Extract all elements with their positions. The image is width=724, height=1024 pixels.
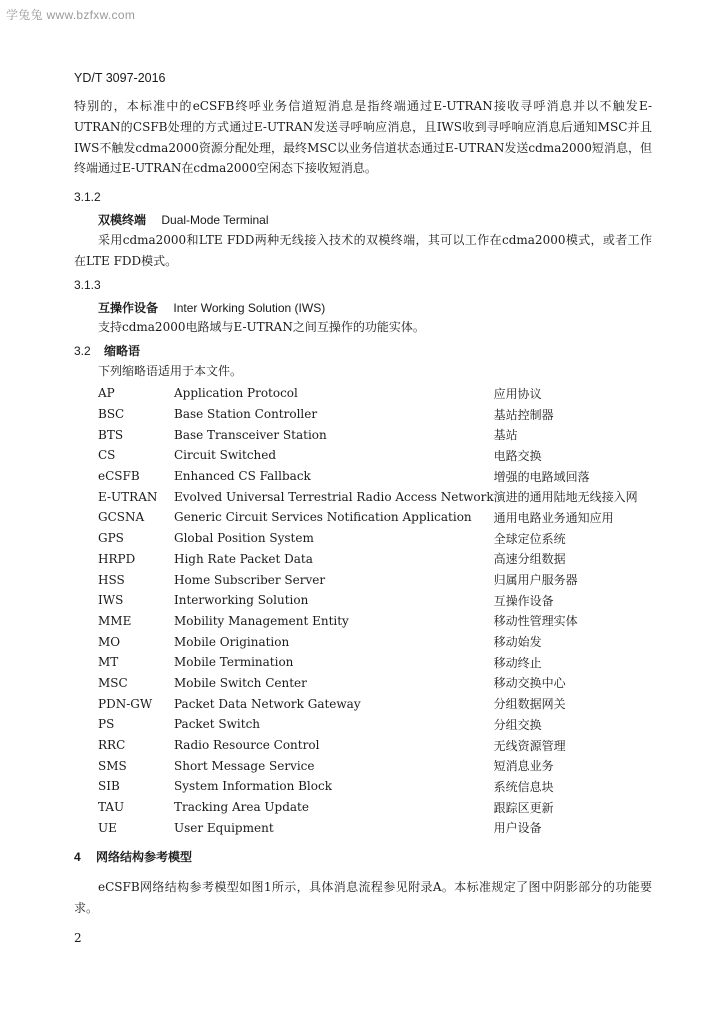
- abbreviations-table-body: [98, 383, 638, 838]
- abbreviation-term: IWS: [98, 593, 124, 608]
- page-number: 2: [74, 931, 82, 945]
- watermark: 学兔兔 www.bzfxw.com: [6, 8, 136, 22]
- intro-paragraph: 特别的，本标准中的eCSFB终呼业务信道短消息是指终端通过E-UTRAN接收寻呼消息并以不触发E-UTRAN的CSFB处理的方式通过E-UTRAN发送寻呼响应消息，且IWS收到寻呼响应消息后通知MSC并且IWS不触发cdma2000资源分配处理，最终MSC以业务信道状态通过E-UTRAN发送cdma2000短消息，但终端通过E-UTRAN在cdma2000空闲态下接收短消息。: [74, 99, 652, 176]
- abbreviation-row: [98, 404, 638, 425]
- abbreviation-english: Global Position System: [174, 531, 314, 546]
- abbreviation-row: [98, 424, 638, 445]
- abbreviation-term: RRC: [98, 738, 126, 753]
- abbreviation-chinese: 电路交换: [493, 448, 542, 463]
- abbreviation-english: System Information Block: [174, 779, 332, 794]
- abbreviation-row: [98, 817, 638, 838]
- section-number: 4: [74, 850, 81, 864]
- abbreviation-row: [98, 611, 638, 632]
- abbreviation-row: [98, 569, 638, 590]
- term-heading-dual-mode: [98, 211, 269, 228]
- abbreviation-english: High Rate Packet Data: [174, 551, 313, 566]
- abbreviation-row: [98, 797, 638, 818]
- abbreviation-row: [98, 445, 638, 466]
- abbreviation-chinese: 移动终止: [493, 655, 542, 670]
- abbreviation-term: PDN-GW: [98, 696, 153, 711]
- abbreviation-chinese: 增强的电路域回落: [493, 469, 590, 484]
- abbreviation-english: Packet Data Network Gateway: [174, 696, 361, 711]
- abbreviation-term: BTS: [98, 427, 124, 442]
- abbreviation-english: Radio Resource Control: [174, 738, 320, 753]
- abbreviation-english: Evolved Universal Terrestrial Radio Access Network: [174, 489, 494, 504]
- term-zh: 互操作设备: [98, 301, 159, 315]
- abbreviation-term: GCSNA: [98, 510, 145, 525]
- abbreviation-english: Interworking Solution: [174, 593, 309, 608]
- abbreviation-chinese: 分组数据网关: [493, 697, 566, 712]
- abbreviation-term: HSS: [98, 572, 125, 587]
- abbreviation-english: Enhanced CS Fallback: [174, 469, 311, 484]
- abbreviations-table: [98, 383, 638, 838]
- abbreviation-chinese: 短消息业务: [493, 759, 554, 774]
- abbreviation-row: [98, 507, 638, 528]
- abbreviation-term: UE: [98, 820, 117, 835]
- abbreviation-chinese: 分组交换: [493, 717, 542, 732]
- abbreviation-row: [98, 466, 638, 487]
- abbreviation-row: [98, 755, 638, 776]
- abbreviation-term: MSC: [98, 675, 128, 690]
- abbreviation-english: Circuit Switched: [174, 448, 277, 463]
- abbreviation-chinese: 应用协议: [493, 386, 542, 401]
- section-number-3-1-2: 3.1.2: [74, 190, 101, 204]
- definition-dual-mode: 采用cdma2000和LTE FDD两种无线接入技术的双模终端，其可以工作在cdma2000模式，或者工作在LTE FDD模式。: [74, 233, 652, 268]
- term-en: Inter Working Solution (IWS): [173, 301, 326, 315]
- abbreviation-chinese: 移动性管理实体: [493, 614, 578, 629]
- abbreviation-chinese: 跟踪区更新: [493, 800, 554, 815]
- section-heading-3-2: [74, 342, 140, 359]
- abbreviation-chinese: 系统信息块: [493, 779, 554, 794]
- abbreviation-english: Mobility Management Entity: [174, 613, 349, 628]
- abbreviations-intro: 下列缩略语适用于本文件。: [98, 364, 243, 378]
- abbreviation-chinese: 高速分组数据: [493, 552, 566, 567]
- abbreviation-chinese: 全球定位系统: [493, 531, 566, 546]
- section-title: 缩略语: [104, 344, 141, 358]
- abbreviation-chinese: 互操作设备: [493, 593, 554, 608]
- section-number-3-1-3: 3.1.3: [74, 278, 101, 292]
- definition-iws: 支持cdma2000电路域与E-UTRAN之间互操作的功能实体。: [98, 320, 425, 334]
- abbreviation-english: Mobile Origination: [174, 634, 290, 649]
- abbreviation-row: [98, 673, 638, 694]
- abbreviation-chinese: 演进的通用陆地无线接入网: [493, 490, 638, 505]
- section-title: 网络结构参考模型: [96, 850, 193, 864]
- abbreviation-term: E-UTRAN: [98, 489, 158, 504]
- abbreviation-english: Packet Switch: [174, 717, 261, 732]
- abbreviation-term: eCSFB: [98, 469, 140, 484]
- abbreviation-chinese: 移动交换中心: [493, 676, 566, 691]
- abbreviation-row: [98, 652, 638, 673]
- standard-code: YD/T 3097-2016: [74, 71, 166, 85]
- abbreviation-row: [98, 528, 638, 549]
- abbreviation-chinese: 用户设备: [493, 821, 542, 836]
- abbreviation-english: Mobile Termination: [174, 655, 294, 670]
- abbreviation-term: MO: [98, 634, 121, 649]
- abbreviation-english: Short Message Service: [174, 758, 315, 773]
- abbreviation-term: HRPD: [98, 551, 136, 566]
- abbreviation-english: Mobile Switch Center: [174, 675, 307, 690]
- abbreviation-row: [98, 776, 638, 797]
- abbreviation-chinese: 归属用户服务器: [493, 573, 578, 588]
- abbreviation-chinese: 通用电路业务通知应用: [493, 510, 614, 525]
- abbreviation-chinese: 移动始发: [493, 635, 542, 650]
- abbreviation-term: PS: [98, 717, 115, 732]
- abbreviation-term: MT: [98, 655, 119, 670]
- abbreviation-term: CS: [98, 448, 116, 463]
- section-4-text: eCSFB网络结构参考模型如图1所示，具体消息流程参见附录A。本标准规定了图中阴影部分的功能要求。: [74, 880, 652, 915]
- abbreviation-english: Application Protocol: [174, 386, 298, 401]
- abbreviation-row: [98, 714, 638, 735]
- section-heading-4: [74, 848, 192, 865]
- abbreviation-term: TAU: [98, 800, 125, 815]
- abbreviation-term: SMS: [98, 758, 127, 773]
- section-number: 3.2: [74, 344, 91, 358]
- abbreviation-term: BSC: [98, 407, 125, 422]
- abbreviation-chinese: 无线资源管理: [493, 738, 566, 753]
- abbreviation-term: MME: [98, 613, 132, 628]
- abbreviation-row: [98, 590, 638, 611]
- term-heading-iws: [98, 299, 325, 316]
- abbreviation-term: GPS: [98, 531, 124, 546]
- abbreviation-chinese: 基站: [493, 428, 518, 443]
- abbreviation-term: AP: [98, 386, 115, 401]
- abbreviation-row: [98, 383, 638, 404]
- abbreviation-row: [98, 486, 638, 507]
- term-en: Dual-Mode Terminal: [161, 213, 269, 227]
- abbreviation-english: Base Transceiver Station: [174, 427, 327, 442]
- abbreviation-english: Home Subscriber Server: [174, 572, 326, 587]
- abbreviation-english: Base Station Controller: [174, 407, 318, 422]
- abbreviation-english: Generic Circuit Services Notification Application: [174, 510, 472, 525]
- abbreviation-row: [98, 693, 638, 714]
- abbreviation-row: [98, 549, 638, 570]
- abbreviation-term: SIB: [98, 779, 120, 794]
- abbreviation-row: [98, 631, 638, 652]
- abbreviation-chinese: 基站控制器: [493, 407, 554, 422]
- abbreviation-english: User Equipment: [174, 820, 274, 835]
- abbreviation-english: Tracking Area Update: [174, 800, 309, 815]
- abbreviation-row: [98, 735, 638, 756]
- term-zh: 双模终端: [98, 213, 147, 227]
